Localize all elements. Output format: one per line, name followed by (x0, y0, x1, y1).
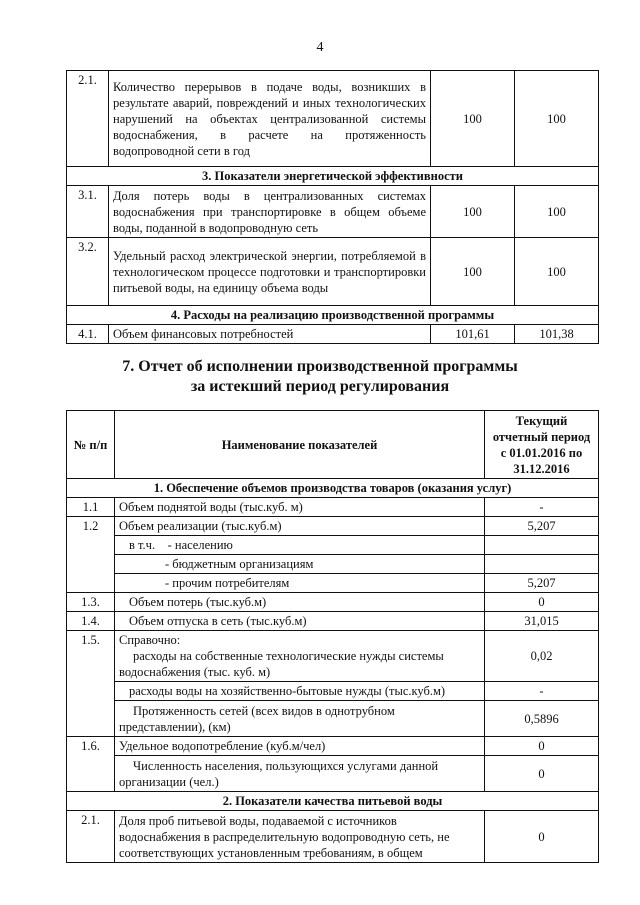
indicator-name: Объем отпуска в сеть (тыс.куб.м) (115, 612, 485, 631)
row-number: 2.1. (67, 811, 115, 863)
row-number: 1.1 (67, 498, 115, 517)
section-row (67, 306, 599, 325)
header-row (67, 411, 599, 479)
row-number: 1.3. (67, 593, 115, 612)
table-row (67, 186, 599, 238)
section-row (67, 479, 599, 498)
header-number: № п/п (67, 411, 115, 479)
value-plan: 101,61 (431, 325, 515, 344)
table-row (67, 593, 599, 612)
row-number: 4.1. (67, 325, 109, 344)
indicator-subitem: в т.ч. - населению (115, 536, 485, 555)
indicator-name: Объем потерь (тыс.куб.м) (115, 593, 485, 612)
section-title: 2. Показатели качества питьевой воды (67, 792, 599, 811)
indicators-table-continuation (66, 70, 599, 344)
indicator-name: Удельный расход электрической энергии, потребляемой в технологическом процессе подготовки и транспортировки питьевой воды, на единицу объема воды (109, 238, 431, 306)
row-number: 1.6. (67, 737, 115, 792)
indicator-value: 0 (485, 593, 599, 612)
indicator-value: 0,02 (485, 631, 599, 682)
section-title: 3. Показатели энергетической эффективности (67, 167, 599, 186)
header-period: Текущий отчетный период с 01.01.2016 по 31.12.2016 (485, 411, 599, 479)
page-number: 4 (316, 40, 324, 55)
heading-line-2: за истекший период регулирования (190, 378, 450, 395)
indicator-name: Объем реализации (тыс.куб.м) (115, 517, 485, 536)
indicator-subitem: - бюджетным организациям (115, 555, 485, 574)
indicator-value: 0 (485, 737, 599, 756)
indicator-value: - (485, 682, 599, 701)
indicator-subitem (115, 631, 485, 682)
report-table (66, 410, 599, 863)
table-row (67, 701, 599, 737)
section-row (67, 167, 599, 186)
indicator-value: 5,207 (485, 574, 599, 593)
table-row (67, 811, 599, 863)
table-row (67, 555, 599, 574)
value-fact: 100 (515, 71, 599, 167)
table-row (67, 238, 599, 306)
table-row (67, 71, 599, 167)
indicator-name: Удельное водопотребление (куб.м/чел) (115, 737, 485, 756)
table-row (67, 325, 599, 344)
indicator-name: Объем поднятой воды (тыс.куб. м) (115, 498, 485, 517)
reference-label: Справочно: (119, 633, 181, 647)
indicator-value (485, 555, 599, 574)
value-fact: 100 (515, 186, 599, 238)
indicator-value: 31,015 (485, 612, 599, 631)
value-fact: 101,38 (515, 325, 599, 344)
indicator-name: Количество перерывов в подаче воды, возникших в результате аварий, повреждений и иных технологических нарушений на объектах централизованной системы водоснабжения, в расчете на протяженность водопроводной сети в год (109, 71, 431, 167)
row-number: 1.5. (67, 631, 115, 737)
table-row (67, 536, 599, 555)
table-row (67, 612, 599, 631)
section-title: 4. Расходы на реализацию производственной программы (67, 306, 599, 325)
indicator-subitem: - прочим потребителям (115, 574, 485, 593)
section-row (67, 792, 599, 811)
indicator-value: - (485, 498, 599, 517)
table-row (67, 737, 599, 756)
indicator-name: Доля потерь воды в централизованных системах водоснабжения при транспортировке в общем объеме воды, поданной в водопроводную сеть (109, 186, 431, 238)
indicator-value: 0,5896 (485, 701, 599, 737)
section-heading (0, 357, 640, 397)
indicator-subitem: Протяженность сетей (всех видов в однотрубном представлении), (км) (115, 701, 485, 737)
row-number: 1.2 (67, 517, 115, 593)
value-plan: 100 (431, 186, 515, 238)
table-row (67, 631, 599, 682)
value-plan: 100 (431, 238, 515, 306)
indicator-value: 5,207 (485, 517, 599, 536)
row-number: 2.1. (67, 71, 109, 167)
indicator-subitem: Численность населения, пользующихся услугами данной организации (чел.) (115, 756, 485, 792)
indicator-value: 0 (485, 756, 599, 792)
indicator-name: Объем финансовых потребностей (109, 325, 431, 344)
table-row (67, 498, 599, 517)
indicator-name: Доля проб питьевой воды, подаваемой с источников водоснабжения в распределительную водопроводную сеть, не соответствующих установленным требованиям, в общем (115, 811, 485, 863)
indicator-value (485, 536, 599, 555)
indicator-value: 0 (485, 811, 599, 863)
indicator-subitem: расходы воды на хозяйственно-бытовые нужды (тыс.куб.м) (115, 682, 485, 701)
reference-text: расходы на собственные технологические нужды системы водоснабжения (тыс. куб. м) (119, 649, 444, 679)
heading-line-1: 7. Отчет об исполнении производственной программы (122, 358, 518, 375)
value-plan: 100 (431, 71, 515, 167)
row-number: 3.2. (67, 238, 109, 306)
table-row (67, 756, 599, 792)
row-number: 3.1. (67, 186, 109, 238)
table-row (67, 517, 599, 536)
table-row (67, 574, 599, 593)
value-fact: 100 (515, 238, 599, 306)
table-row (67, 682, 599, 701)
section-title: 1. Обеспечение объемов производства товаров (оказания услуг) (67, 479, 599, 498)
header-name: Наименование показателей (115, 411, 485, 479)
row-number: 1.4. (67, 612, 115, 631)
